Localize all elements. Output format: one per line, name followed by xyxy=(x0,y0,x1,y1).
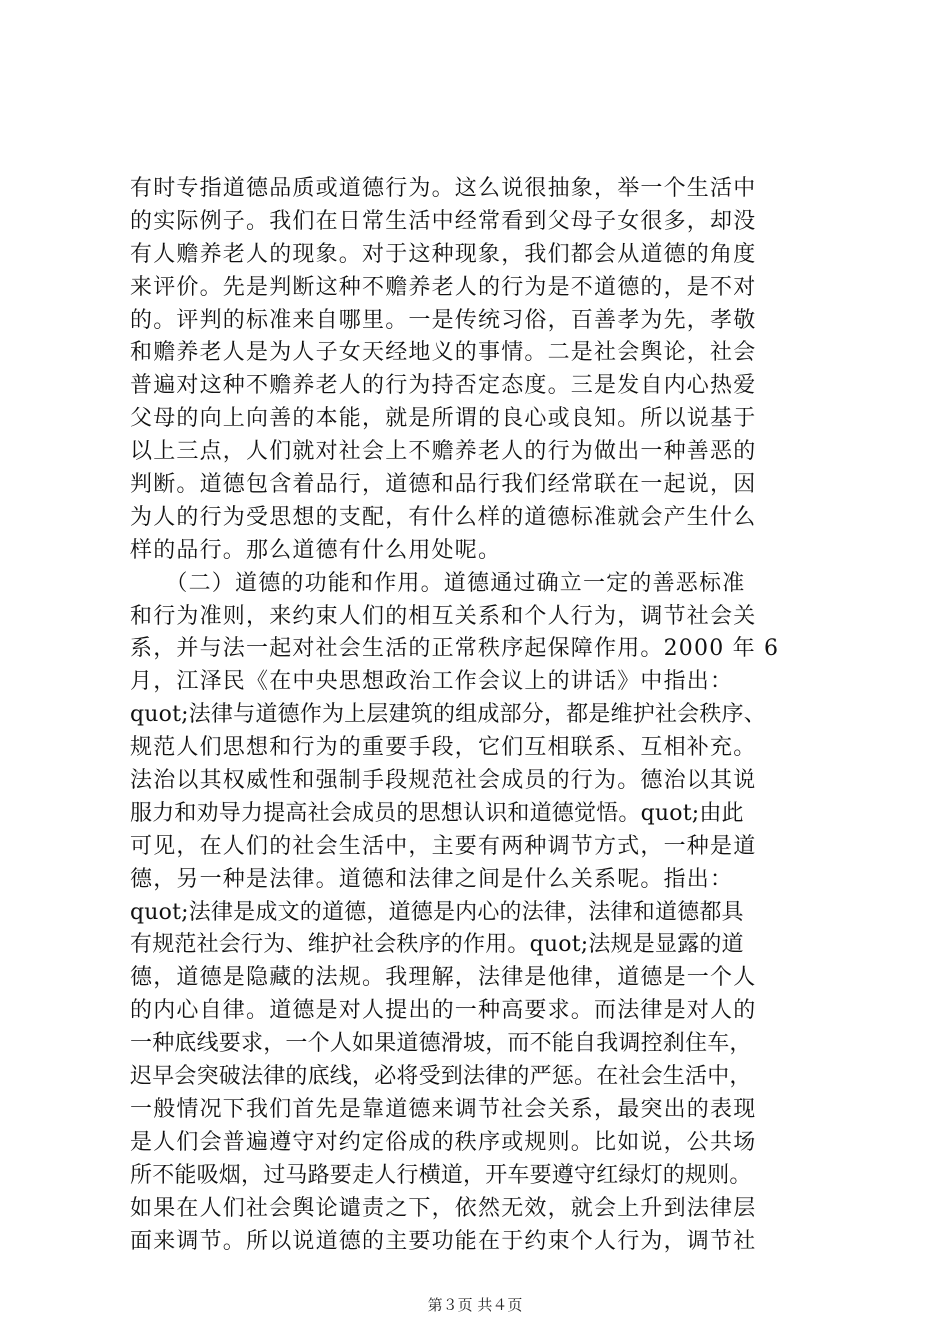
text-line: 所不能吸烟，过马路要走人行横道，开车要遵守红绿灯的规则。 xyxy=(130,1162,752,1188)
text-line: quot;法律是成文的道德，道德是内心的法律，法律和道德都具 xyxy=(130,899,744,925)
text-line: 一种底线要求，一个人如果道德滑坡，而不能自我调控刹住车， xyxy=(130,1031,752,1057)
text-line: 系，并与法一起对社会生活的正常秩序起保障作用。2000 年 6 xyxy=(130,636,780,662)
text-line: 和赡养老人是为人子女天经地义的事情。二是社会舆论，社会 xyxy=(130,340,757,366)
page-number-footer: 第３页 共４页 xyxy=(427,1296,523,1314)
text-line: 父母的向上向善的本能，就是所谓的良心或良知。所以说基于 xyxy=(130,406,757,432)
text-line: 来评价。先是判断这种不赡养老人的行为是不道德的，是不对 xyxy=(130,274,757,300)
text-line: 为人的行为受思想的支配，有什么样的道德标准就会产生什么 xyxy=(130,504,757,530)
text-line: 可见，在人们的社会生活中，主要有两种调节方式，一种是道 xyxy=(130,833,757,859)
text-line: 规范人们思想和行为的重要手段，它们互相联系、互相补充。 xyxy=(130,735,757,761)
text-line: 法治以其权威性和强制手段规范社会成员的行为。德治以其说 xyxy=(130,768,757,794)
text-line: 有时专指道德品质或道德行为。这么说很抽象，举一个生活中 xyxy=(130,176,757,201)
text-line: 和行为准则，来约束人们的相互关系和个人行为，调节社会关 xyxy=(130,603,757,629)
text-line: 一般情况下我们首先是靠道德来调节社会关系，最突出的表现 xyxy=(130,1096,757,1122)
text-line: 有规范社会行为、维护社会秩序的作用。quot;法规是显露的道 xyxy=(130,932,744,958)
text-line: 的内心自律。道德是对人提出的一种高要求。而法律是对人的 xyxy=(130,998,757,1024)
text-line: 以上三点，人们就对社会上不赡养老人的行为做出一种善恶的 xyxy=(130,439,757,465)
text-line: 的实际例子。我们在日常生活中经常看到父母子女很多，却没 xyxy=(130,208,757,234)
paragraph-heading-line: （二）道德的功能和作用。道德通过确立一定的善恶标准 xyxy=(130,570,746,596)
text-line: 有人赡养老人的现象。对于这种现象，我们都会从道德的角度 xyxy=(130,241,757,267)
text-line: 德，道德是隐藏的法规。我理解，法律是他律，道德是一个人 xyxy=(130,965,757,991)
text-line: 判断。道德包含着品行，道德和品行我们经常联在一起说，因 xyxy=(130,472,757,498)
text-line: 如果在人们社会舆论谴责之下，依然无效，就会上升到法律层 xyxy=(130,1195,757,1221)
text-line: 德，另一种是法律。道德和法律之间是什么关系呢。指出： xyxy=(130,866,734,892)
text-line: 面来调节。所以说道德的主要功能在于约束个人行为，调节社 xyxy=(130,1228,757,1254)
body-text xyxy=(130,173,830,1258)
text-line: 服力和劝导力提高社会成员的思想认识和道德觉悟。quot;由此 xyxy=(130,800,744,826)
text-line: 迟早会突破法律的底线，必将受到法律的严惩。在社会生活中， xyxy=(130,1064,752,1090)
text-line: 样的品行。那么道德有什么用处呢。 xyxy=(130,537,502,563)
text-line: 月，江泽民《在中央思想政治工作会议上的讲话》中指出： xyxy=(130,669,734,695)
text-line: 的。评判的标准来自哪里。一是传统习俗，百善孝为先，孝敬 xyxy=(130,307,757,333)
text-line: quot;法律与道德作为上层建筑的组成部分，都是维护社会秩序、 xyxy=(130,702,766,728)
text-line: 是人们会普遍遵守对约定俗成的秩序或规则。比如说，公共场 xyxy=(130,1129,757,1155)
text-line: 普遍对这种不赡养老人的行为持否定态度。三是发自内心热爱 xyxy=(130,373,757,399)
